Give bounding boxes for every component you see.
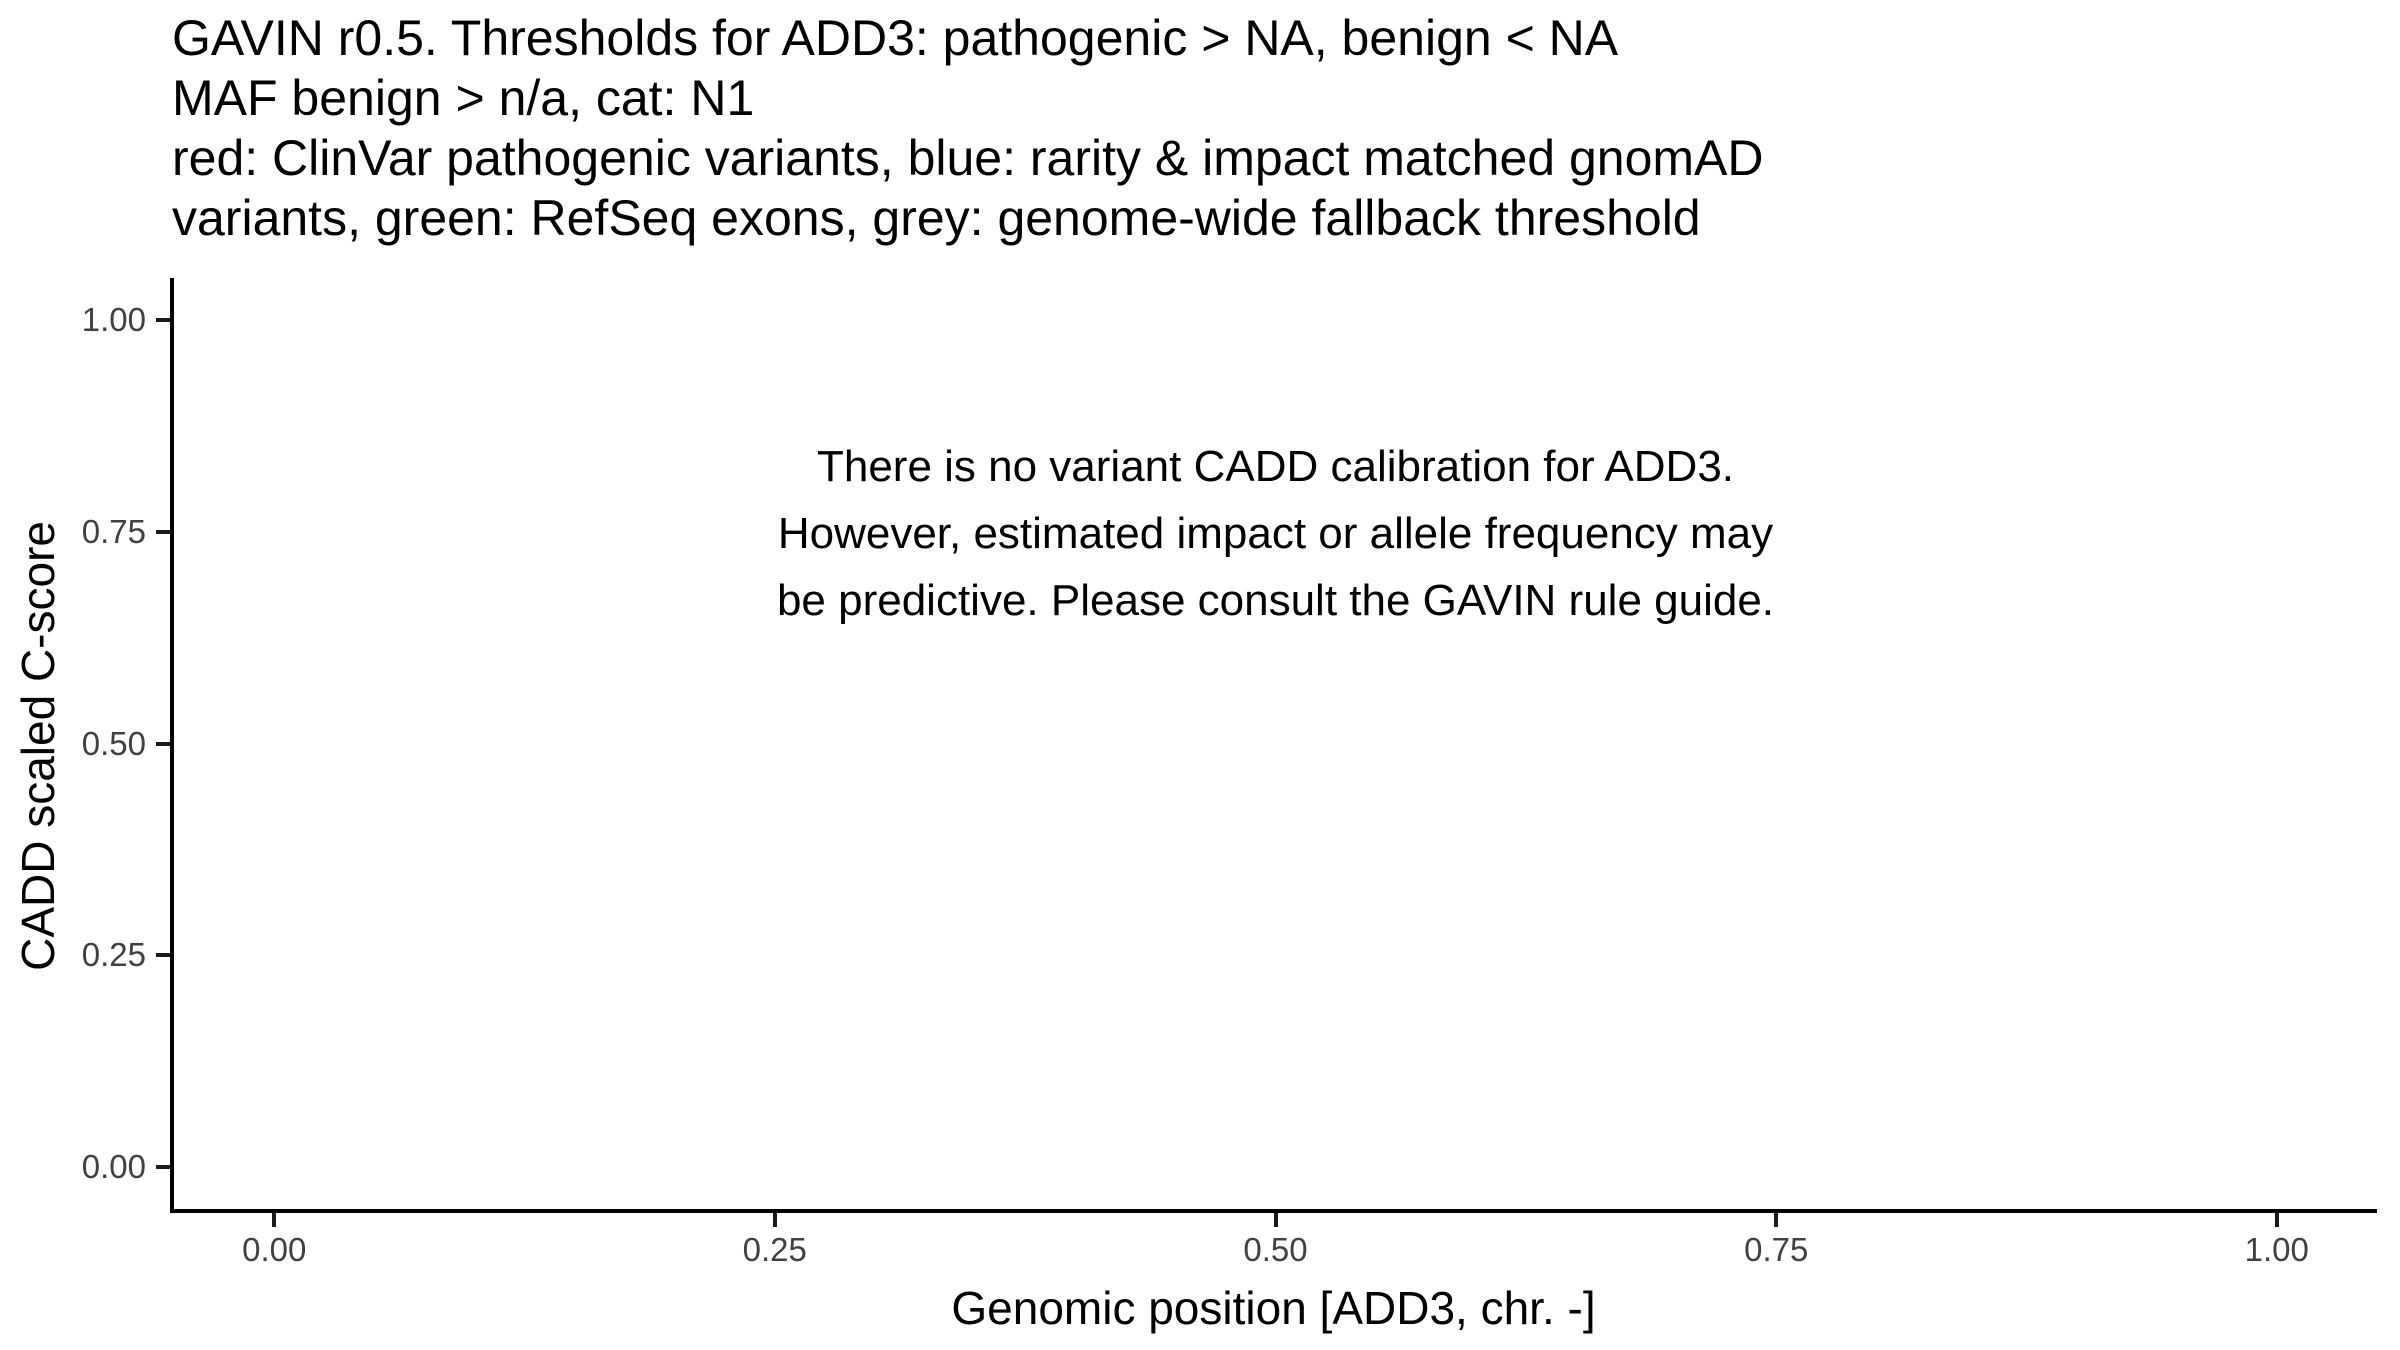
- y-axis-tick-label: 0.00: [81, 1147, 146, 1185]
- y-axis-tick-0.25: [156, 953, 170, 957]
- y-axis-tick-0.75: [156, 530, 170, 534]
- plot-subtitle-line-1: red: ClinVar pathogenic variants, blue: rarity & impact matched gnomAD: [172, 130, 1764, 186]
- annotation-line-2: However, estimated impact or allele frequency may: [777, 509, 1774, 558]
- x-axis-tick-0.00: [272, 1213, 276, 1227]
- y-axis-tick-label: 0.25: [81, 936, 146, 974]
- y-axis-tick-0.50: [156, 742, 170, 746]
- y-axis-tick-0.00: [156, 1165, 170, 1169]
- plot-annotation: [174, 433, 2377, 634]
- plot-title-line-1: GAVIN r0.5. Thresholds for ADD3: pathogenic > NA, benign < NA: [172, 10, 1619, 66]
- x-axis-tick-1.00: [2275, 1213, 2279, 1227]
- y-axis-tick-label: 1.00: [81, 301, 146, 339]
- x-axis-tick-0.75: [1774, 1213, 1778, 1227]
- x-axis-title: Genomic position [ADD3, chr. -]: [951, 1282, 1596, 1334]
- y-axis-title-text: CADD scaled C-score: [12, 520, 64, 971]
- plot-title: [172, 8, 1763, 248]
- annotation-line-1: There is no variant CADD calibration for ADD3.: [816, 442, 1735, 491]
- y-axis-title: [8, 278, 68, 1213]
- plot-title-line-2: MAF benign > n/a, cat: N1: [172, 70, 755, 126]
- plot-subtitle-line-2: variants, green: RefSeq exons, grey: genome-wide fallback threshold: [172, 190, 1701, 246]
- x-axis-tick-label: 0.75: [1744, 1231, 1809, 1268]
- plot-panel: [81, 278, 2377, 1268]
- x-axis-tick-label: 0.50: [1243, 1231, 1308, 1268]
- annotation-line-3: be predictive. Please consult the GAVIN rule guide.: [776, 576, 1775, 625]
- x-axis-tick-0.50: [1274, 1213, 1278, 1227]
- x-axis-tick-label: 1.00: [2244, 1231, 2309, 1268]
- y-axis-tick-label: 0.75: [81, 512, 146, 550]
- x-axis-tick-0.25: [773, 1213, 777, 1227]
- x-axis-tick-label: 0.25: [742, 1231, 807, 1268]
- x-axis-tick-label: 0.00: [242, 1231, 307, 1268]
- y-axis-tick-label: 0.50: [81, 724, 146, 762]
- y-axis-tick-1.00: [156, 318, 170, 322]
